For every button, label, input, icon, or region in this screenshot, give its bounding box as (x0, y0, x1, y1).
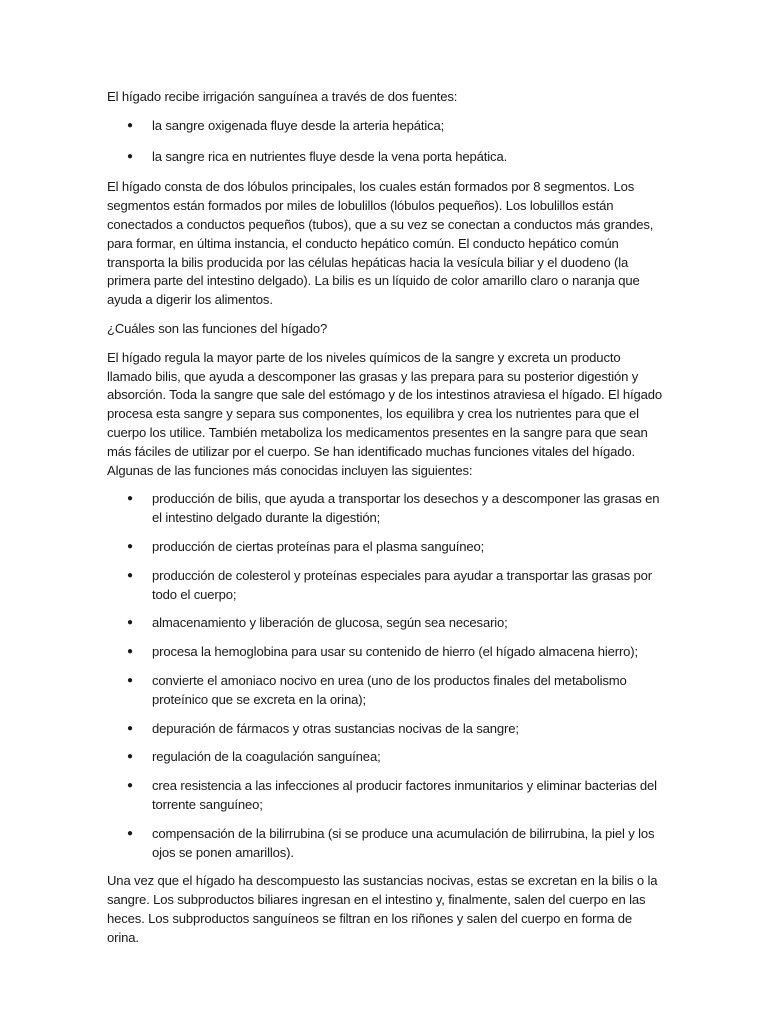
functions-list (107, 490, 667, 862)
bullet-icon: ● (127, 751, 133, 763)
bullet-icon: ● (127, 119, 133, 131)
list-item (107, 720, 667, 739)
list-item-text: producción de ciertas proteínas para el plasma sanguíneo; (152, 538, 485, 554)
list-item (107, 643, 667, 662)
list-item-text: almacenamiento y liberación de glucosa, según sea necesario; (152, 615, 508, 631)
list-item-text: producción de colesterol y proteínas especiales para ayudar a transportar las grasas por todo el cuerpo; (152, 567, 652, 602)
list-item-text: crea resistencia a las infecciones al producir factores inmunitarios y eliminar bacterias del torrente sanguíneo; (152, 778, 657, 812)
list-item-text: la sangre rica en nutrientes fluye desde la vena porta hepática. (152, 148, 508, 164)
list-item (107, 777, 667, 815)
closing-paragraph: Una vez que el hígado ha descompuesto las sustancias nocivas, estas se excretan en la bilis o la sangre. Los subproductos biliares ingresan en el intestino y, finalmente, salen del cuerpo en las heces. Los subproductos sanguíneos se filtran en los riñones y salen del cuerpo en forma de orina. (107, 873, 658, 945)
list-item-text: procesa la hemoglobina para usar su contenido de hierro (el hígado almacena hierro); (152, 644, 638, 660)
intro-paragraph: El hígado recibe irrigación sanguínea a través de dos fuentes: (107, 89, 458, 104)
section-heading: ¿Cuáles son las funciones del hígado? (107, 320, 328, 336)
structure-paragraph: El hígado consta de dos lóbulos principales, los cuales están formados por 8 segmentos. Los segmentos están formados por miles de lobulillos (lóbulos pequeños). Los lobulillos están conectados a conductos pequeños (tubos), que a su vez se conectan a conductos más grandes, para formar, en última instancia, el conducto hepático común. El conducto hepático común transporta la bilis producida por las células hepáticas hacia la vesícula biliar y el duodeno (la primera parte del intestino delgado). La bilis es un líquido de color amarillo claro o naranja que ayuda a digerir los alimentos. (107, 179, 654, 308)
list-item (107, 538, 667, 557)
document-page (107, 88, 667, 957)
list-item (107, 748, 667, 767)
list-item-text: convierte el amoniaco nocivo en urea (uno de los productos finales del metabolismo proteínico que se excreta en la orina); (152, 672, 627, 707)
list-item-text: depuración de fármacos y otras sustancias nocivas de la sangre; (152, 720, 519, 736)
list-item-text: regulación de la coagulación sanguínea; (152, 749, 381, 765)
list-item (107, 825, 667, 863)
bullet-icon: ● (127, 674, 133, 686)
list-item-text: producción de bilis, que ayuda a transportar los desechos y a descomponer las grasas en el intestino delgado durante la digestión; (152, 491, 660, 526)
bullet-icon: ● (127, 827, 133, 839)
bullet-icon: ● (127, 540, 133, 552)
list-item (107, 567, 667, 605)
list-item-text: compensación de la bilirrubina (si se produce una acumulación de bilirrubina, la piel y los ojos se ponen amarillos). (152, 825, 655, 860)
blood-sources-list (107, 117, 667, 167)
list-item (107, 148, 667, 167)
list-item (107, 490, 667, 528)
bullet-icon: ● (127, 569, 133, 581)
bullet-icon: ● (127, 722, 133, 734)
functions-paragraph: El hígado regula la mayor parte de los niveles químicos de la sangre y excreta un producto llamado bilis, que ayuda a descomponer las grasas y las prepara para su posterior digestión y absorción. Toda la sangre que sale del estómago y de los intestinos atraviesa el hígado. El hígado procesa esta sangre y separa sus componentes, los equilibra y crea los nutrientes para que el cuerpo los utilice. También metaboliza los medicamentos presentes en la sangre para que sean más fáciles de utilizar por el cuerpo. Se han identificado muchas funciones vitales del hígado. Algunas de las funciones más conocidas incluyen las siguientes: (107, 349, 663, 478)
bullet-icon: ● (127, 493, 133, 505)
bullet-icon: ● (127, 150, 133, 162)
list-item (107, 117, 667, 136)
bullet-icon: ● (127, 646, 133, 658)
list-item (107, 672, 667, 710)
bullet-icon: ● (127, 617, 133, 629)
list-item-text: la sangre oxigenada fluye desde la arteria hepática; (152, 117, 445, 133)
bullet-icon: ● (127, 780, 133, 792)
list-item (107, 614, 667, 633)
